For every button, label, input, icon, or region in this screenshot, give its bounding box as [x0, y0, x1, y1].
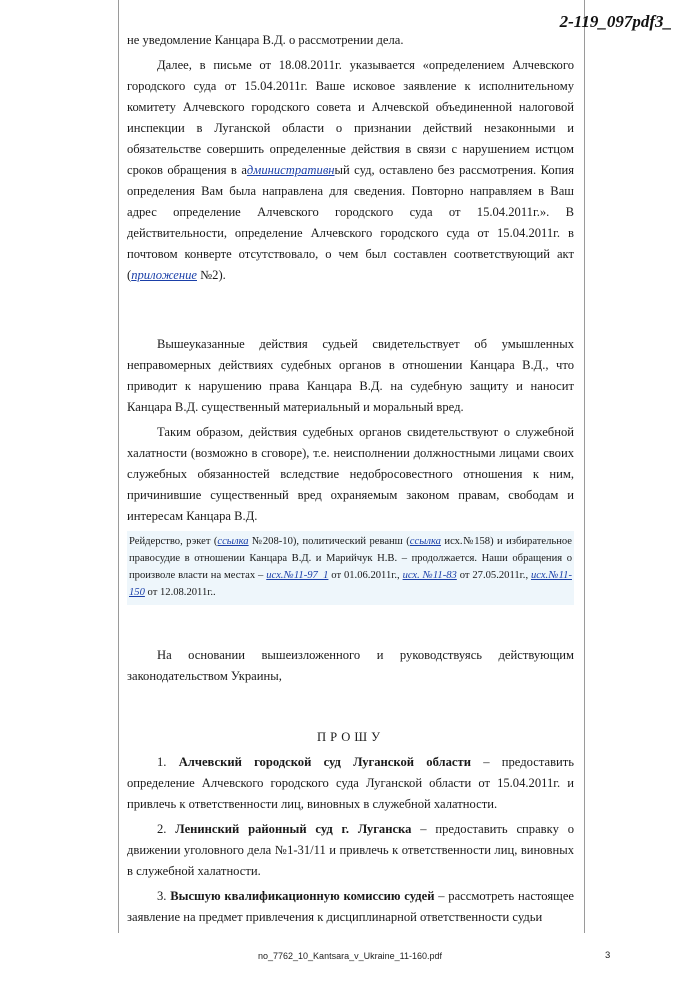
paragraph-negligence: Таким образом, действия судебных органов свидетельствуют о служебной халатности (возможно в сговоре), т.е. неисполнении должностными лицами своих служебных обязанностей вследствие недобросовестного отношения к ним, причинившие существенный вред охраняемым законом правам, свободам и интересам Канцара В.Д.: [127, 425, 574, 523]
paragraph-text: ый суд, оставлено без рассмотрения. Копия определения Вам была направлена для сведения. Повторно направляем в Ваш адрес определение Алчевского городского суда от 15.04.2011г.». В действительности, определение Алчевского городского суда от 15.04.2011г. в почтовом конверте отсутствовало, о чем был составлен соответствующий акт (: [127, 163, 574, 282]
note-text: от 27.05.2011г.,: [456, 570, 531, 581]
item-text: – предоставить справку о движении уголовного дела №1-31/11 и привлечь к ответственности лиц, виновных в служебной халатности.: [127, 822, 574, 878]
note-text: исх.№158) и избирательное правосудие в отношении Канцара В.Д. и Марийчук Н.В. – продолжается. Наши обращения о произволе власти на местах –: [129, 536, 573, 581]
note-link-208[interactable]: ссылка: [217, 536, 249, 547]
request-heading: ПРОШУ: [317, 730, 384, 744]
request-item-2: [127, 819, 574, 882]
item-commission: Высшую квалификационную комиссию судей: [170, 889, 435, 903]
paragraph-actions: Вышеуказанные действия судьей свидетельствует об умышленных неправомерных действиях судебных органов в отношении Канцара В.Д., что приводит к нарушению права Канцара В.Д. на судебную защиту и наносит Канцара В.Д. существенный материальный и моральный вред.: [127, 337, 574, 414]
note-link-11-150[interactable]: исх.№11-150: [129, 570, 572, 598]
document-body: [127, 30, 574, 928]
paragraph-text: Далее, в письме от 18.08.2011г. указывается «определением Алчевского городского суда от 15.04.2011г. Ваше исковое заявление к исполнительному комитету Алчевского городского совета и Алчевской объединенной налоговой инспекции в Луганской области о признании действий незаконными и обязательстве совершить определенные действия в связи с нарушением истцом сроков обращения в а: [127, 58, 574, 177]
item-text: – рассмотреть настоящее заявление на предмет привлечения к дисциплинарной ответственности судьи: [127, 889, 574, 924]
note-link-158[interactable]: ссылка: [409, 536, 441, 547]
request-item-3: [127, 886, 574, 928]
note-link-11-83[interactable]: исх. №11-83: [402, 570, 457, 581]
item-number: 2.: [157, 822, 176, 836]
appendix-link[interactable]: приложение: [131, 268, 197, 282]
item-court: Алчевский городской суд Луганской области: [178, 755, 471, 769]
paragraph-letter: [127, 55, 574, 286]
footer-filename: no_7762_10_Kantsara_v_Ukraine_11-160.pdf: [258, 951, 442, 961]
administrative-link[interactable]: дминистративн: [246, 163, 335, 177]
note-text: Рейдерство, рэкет (: [129, 536, 218, 547]
document-stamp: 2-119_097pdf3_: [559, 12, 672, 31]
note-text: от 01.06.2011г.,: [328, 570, 403, 581]
page-margin-line-right: [584, 0, 585, 933]
item-court: Ленинский районный суд г. Луганска: [175, 822, 412, 836]
top-line: не уведомление Канцара В.Д. о рассмотрении дела.: [127, 33, 404, 47]
highlighted-note: [127, 531, 574, 605]
paragraph-text: №2).: [197, 268, 226, 282]
note-link-11-97[interactable]: исх.№11-97_1: [266, 570, 329, 581]
note-text: от 12.08.2011г..: [144, 587, 216, 598]
item-number: 1.: [157, 755, 179, 769]
request-item-1: [127, 752, 574, 815]
note-text: №208-10), политический реванш (: [248, 536, 410, 547]
item-number: 3.: [157, 889, 171, 903]
item-text: – предоставить определение Алчевского городского суда Луганской области от 15.04.2011г. и привлечь к ответственности лиц, виновных в служебной халатности.: [127, 755, 574, 811]
page-margin-line-left: [118, 0, 119, 933]
paragraph-basis: На основании вышеизложенного и руководствуясь действующим законодательством Украины,: [127, 648, 574, 683]
footer-page-number: 3: [605, 950, 611, 961]
